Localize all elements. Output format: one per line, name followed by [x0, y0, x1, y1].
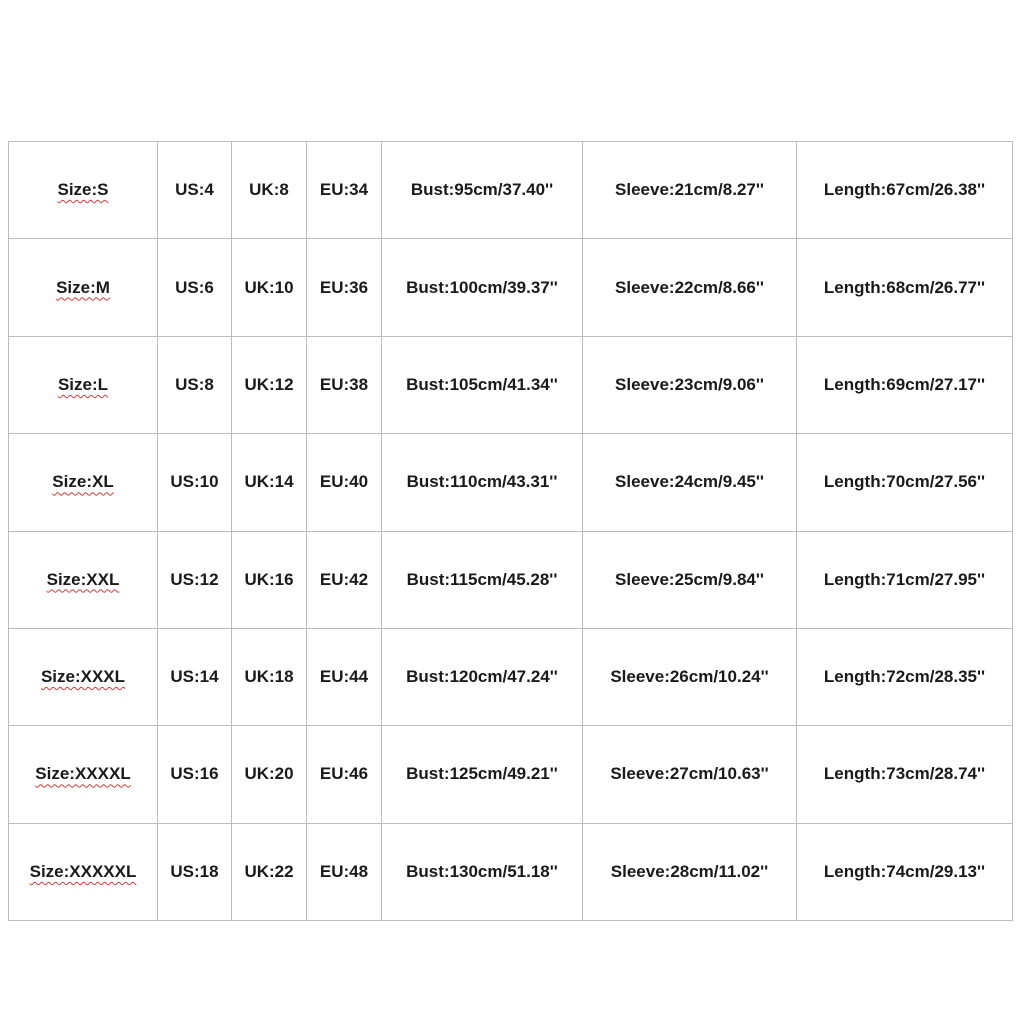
- size-chart-table: [8, 141, 1013, 921]
- us-size-cell: US:4: [158, 142, 232, 239]
- sleeve-cell: Sleeve:21cm/8.27'': [583, 142, 797, 239]
- uk-size-cell: UK:14: [232, 434, 307, 531]
- uk-size-cell: UK:12: [232, 336, 307, 433]
- sleeve-cell: Sleeve:22cm/8.66'': [583, 239, 797, 336]
- bust-cell: Bust:105cm/41.34'': [382, 336, 583, 433]
- size-cell: Size:XXL: [9, 531, 158, 628]
- table-row: [9, 239, 1013, 336]
- sleeve-cell: Sleeve:23cm/9.06'': [583, 336, 797, 433]
- bust-cell: Bust:95cm/37.40'': [382, 142, 583, 239]
- us-size-cell: US:8: [158, 336, 232, 433]
- size-cell: Size:XXXXL: [9, 726, 158, 823]
- uk-size-cell: UK:20: [232, 726, 307, 823]
- us-size-cell: US:10: [158, 434, 232, 531]
- size-cell: Size:M: [9, 239, 158, 336]
- table-row: [9, 434, 1013, 531]
- eu-size-cell: EU:38: [307, 336, 382, 433]
- table-row: [9, 628, 1013, 725]
- table-row: [9, 823, 1013, 920]
- length-cell: Length:69cm/27.17'': [797, 336, 1013, 433]
- uk-size-cell: UK:16: [232, 531, 307, 628]
- eu-size-cell: EU:44: [307, 628, 382, 725]
- us-size-cell: US:16: [158, 726, 232, 823]
- length-cell: Length:71cm/27.95'': [797, 531, 1013, 628]
- eu-size-cell: EU:46: [307, 726, 382, 823]
- eu-size-cell: EU:48: [307, 823, 382, 920]
- bust-cell: Bust:120cm/47.24'': [382, 628, 583, 725]
- bust-cell: Bust:110cm/43.31'': [382, 434, 583, 531]
- bust-cell: Bust:125cm/49.21'': [382, 726, 583, 823]
- length-cell: Length:67cm/26.38'': [797, 142, 1013, 239]
- bust-cell: Bust:115cm/45.28'': [382, 531, 583, 628]
- size-cell: Size:XXXL: [9, 628, 158, 725]
- size-cell: Size:XXXXXL: [9, 823, 158, 920]
- bust-cell: Bust:100cm/39.37'': [382, 239, 583, 336]
- size-cell: Size:XL: [9, 434, 158, 531]
- table-row: [9, 726, 1013, 823]
- size-cell: Size:L: [9, 336, 158, 433]
- bust-cell: Bust:130cm/51.18'': [382, 823, 583, 920]
- table-row: [9, 531, 1013, 628]
- length-cell: Length:73cm/28.74'': [797, 726, 1013, 823]
- us-size-cell: US:14: [158, 628, 232, 725]
- uk-size-cell: UK:18: [232, 628, 307, 725]
- uk-size-cell: UK:10: [232, 239, 307, 336]
- sleeve-cell: Sleeve:24cm/9.45'': [583, 434, 797, 531]
- length-cell: Length:72cm/28.35'': [797, 628, 1013, 725]
- sleeve-cell: Sleeve:28cm/11.02'': [583, 823, 797, 920]
- table-row: [9, 142, 1013, 239]
- eu-size-cell: EU:40: [307, 434, 382, 531]
- size-cell: Size:S: [9, 142, 158, 239]
- sleeve-cell: Sleeve:27cm/10.63'': [583, 726, 797, 823]
- sleeve-cell: Sleeve:25cm/9.84'': [583, 531, 797, 628]
- us-size-cell: US:12: [158, 531, 232, 628]
- eu-size-cell: EU:36: [307, 239, 382, 336]
- length-cell: Length:68cm/26.77'': [797, 239, 1013, 336]
- eu-size-cell: EU:34: [307, 142, 382, 239]
- length-cell: Length:74cm/29.13'': [797, 823, 1013, 920]
- uk-size-cell: UK:22: [232, 823, 307, 920]
- table-row: [9, 336, 1013, 433]
- sleeve-cell: Sleeve:26cm/10.24'': [583, 628, 797, 725]
- us-size-cell: US:18: [158, 823, 232, 920]
- uk-size-cell: UK:8: [232, 142, 307, 239]
- eu-size-cell: EU:42: [307, 531, 382, 628]
- length-cell: Length:70cm/27.56'': [797, 434, 1013, 531]
- us-size-cell: US:6: [158, 239, 232, 336]
